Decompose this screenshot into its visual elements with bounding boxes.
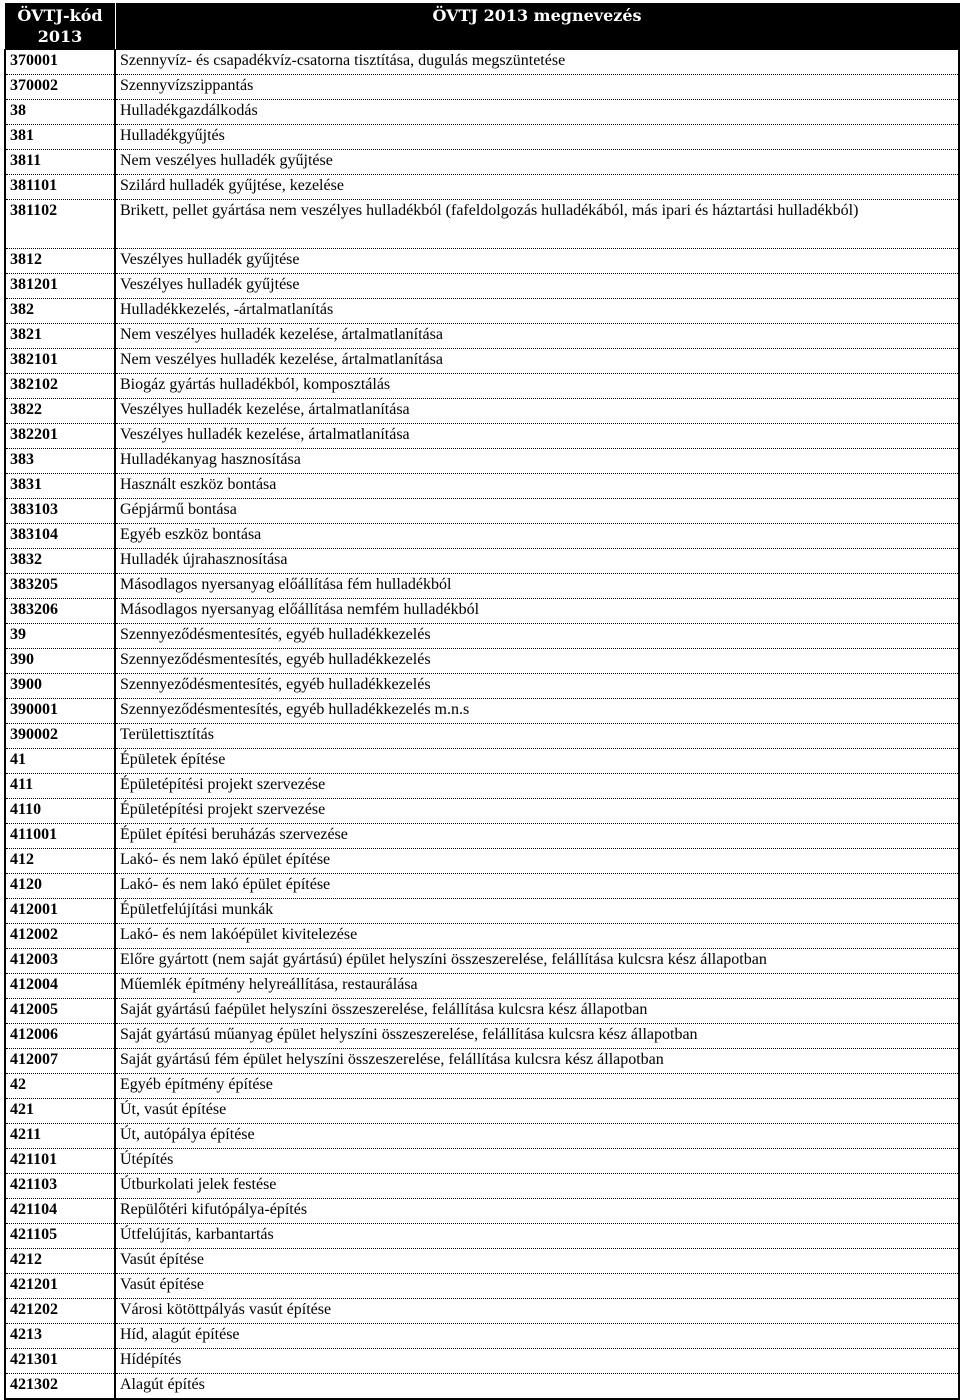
- row-name: Szilárd hulladék gyűjtése, kezelése: [115, 175, 959, 200]
- table-row: [5, 824, 959, 849]
- name-column-header-label: ÖVTJ 2013 megnevezés: [432, 6, 642, 25]
- row-name: Veszélyes hulladék gyűjtése: [115, 249, 959, 274]
- row-name: Másodlagos nyersanyag előállítása fém hulladékból: [115, 574, 959, 599]
- row-name: Híd, alagút építése: [115, 1324, 959, 1349]
- table-row: [5, 549, 959, 574]
- code-column-header: [5, 4, 115, 50]
- code-column-header-label: ÖVTJ-kód 2013: [17, 6, 103, 46]
- table-row: [5, 399, 959, 424]
- table-row: [5, 724, 959, 749]
- row-code: 390002: [5, 724, 115, 749]
- row-name: Hulladék újrahasznosítása: [115, 549, 959, 574]
- table-row: [5, 1349, 959, 1374]
- table-row: [5, 1299, 959, 1324]
- row-name: Előre gyártott (nem saját gyártású) épület helyszíni összeszerelése, felállítása kulcsra kész állapotban: [115, 949, 959, 974]
- row-code: 4120: [5, 874, 115, 899]
- okvtj-code-table: [4, 3, 960, 1400]
- table-row: [5, 349, 959, 374]
- row-code: 390001: [5, 699, 115, 724]
- table-row: [5, 1099, 959, 1124]
- row-code: 412001: [5, 899, 115, 924]
- row-name: Repülőtéri kifutópálya-építés: [115, 1199, 959, 1224]
- table-row: [5, 499, 959, 524]
- row-name: Városi kötöttpályás vasút építése: [115, 1299, 959, 1324]
- table-row: [5, 1324, 959, 1349]
- row-name: Útburkolati jelek festése: [115, 1174, 959, 1199]
- row-name: Szennyeződésmentesítés, egyéb hulladékkezelés: [115, 674, 959, 699]
- table-row: [5, 974, 959, 999]
- row-code: 381201: [5, 274, 115, 299]
- row-code: 412003: [5, 949, 115, 974]
- row-name: Veszélyes hulladék gyűjtése: [115, 274, 959, 299]
- row-code: 370001: [5, 50, 115, 75]
- table-row: [5, 100, 959, 125]
- name-column-header: [115, 4, 959, 50]
- table-row: [5, 474, 959, 499]
- row-name: Gépjármű bontása: [115, 499, 959, 524]
- row-name: Másodlagos nyersanyag előállítása nemfém hulladékból: [115, 599, 959, 624]
- row-name: Épületfelújítási munkák: [115, 899, 959, 924]
- table-row: [5, 449, 959, 474]
- row-name: Szennyvíz- és csapadékvíz-csatorna tisztítása, dugulás megszüntetése: [115, 50, 959, 75]
- row-code: 421101: [5, 1149, 115, 1174]
- row-name: Szennyvízszippantás: [115, 75, 959, 100]
- row-code: 381: [5, 125, 115, 150]
- table-row: [5, 574, 959, 599]
- row-code: 421302: [5, 1374, 115, 1400]
- row-name: Saját gyártású műanyag épület helyszíni összeszerelése, felállítása kulcsra kész állapotban: [115, 1024, 959, 1049]
- row-name: Saját gyártású fém épület helyszíni összeszerelése, felállítása kulcsra kész állapotban: [115, 1049, 959, 1074]
- row-name: Használt eszköz bontása: [115, 474, 959, 499]
- row-code: 421104: [5, 1199, 115, 1224]
- table-row: [5, 324, 959, 349]
- table-row: [5, 1049, 959, 1074]
- row-code: 412005: [5, 999, 115, 1024]
- table-row: [5, 1374, 959, 1400]
- table-row: [5, 1149, 959, 1174]
- row-code: 421202: [5, 1299, 115, 1324]
- row-code: 4211: [5, 1124, 115, 1149]
- row-name: Épületépítési projekt szervezése: [115, 799, 959, 824]
- table-row: [5, 749, 959, 774]
- row-name: Út, autópálya építése: [115, 1124, 959, 1149]
- row-name: Hulladékkezelés, -ártalmatlanítás: [115, 299, 959, 324]
- row-code: 412002: [5, 924, 115, 949]
- row-code: 412007: [5, 1049, 115, 1074]
- row-code: 383: [5, 449, 115, 474]
- table-header-row: [5, 4, 959, 50]
- row-code: 382102: [5, 374, 115, 399]
- row-code: 421201: [5, 1274, 115, 1299]
- row-name: Lakó- és nem lakóépület kivitelezése: [115, 924, 959, 949]
- table-row: [5, 1024, 959, 1049]
- table-row: [5, 799, 959, 824]
- row-code: 3811: [5, 150, 115, 175]
- table-row: [5, 949, 959, 974]
- row-code: 383206: [5, 599, 115, 624]
- row-code: 381102: [5, 200, 115, 249]
- table-row: [5, 150, 959, 175]
- table-row: [5, 774, 959, 799]
- table-row: [5, 1124, 959, 1149]
- row-name: Útfelújítás, karbantartás: [115, 1224, 959, 1249]
- table-row: [5, 699, 959, 724]
- row-name: Hulladékgazdálkodás: [115, 100, 959, 125]
- row-code: 381101: [5, 175, 115, 200]
- row-code: 4110: [5, 799, 115, 824]
- table-row: [5, 649, 959, 674]
- row-name: Nem veszélyes hulladék kezelése, ártalmatlanítása: [115, 324, 959, 349]
- row-code: 411: [5, 774, 115, 799]
- row-name: Lakó- és nem lakó épület építése: [115, 874, 959, 899]
- row-code: 42: [5, 1074, 115, 1099]
- row-code: 4213: [5, 1324, 115, 1349]
- row-code: 383103: [5, 499, 115, 524]
- row-name: Szennyeződésmentesítés, egyéb hulladékkezelés: [115, 624, 959, 649]
- row-code: 3831: [5, 474, 115, 499]
- row-code: 382201: [5, 424, 115, 449]
- table-row: [5, 1274, 959, 1299]
- row-code: 3832: [5, 549, 115, 574]
- row-name: Nem veszélyes hulladék gyűjtése: [115, 150, 959, 175]
- row-name: Alagút építés: [115, 1374, 959, 1400]
- table-row: [5, 1249, 959, 1274]
- row-name: Hídépítés: [115, 1349, 959, 1374]
- row-name: Vasút építése: [115, 1249, 959, 1274]
- row-name: Épület építési beruházás szervezése: [115, 824, 959, 849]
- table-row: [5, 1224, 959, 1249]
- row-name: Hulladékanyag hasznosítása: [115, 449, 959, 474]
- row-code: 3821: [5, 324, 115, 349]
- row-code: 370002: [5, 75, 115, 100]
- row-code: 421301: [5, 1349, 115, 1374]
- table-row: [5, 1174, 959, 1199]
- row-name: Brikett, pellet gyártása nem veszélyes hulladékból (fafeldolgozás hulladékából, más ipari és háztartási hulladékból): [115, 200, 959, 249]
- row-code: 421105: [5, 1224, 115, 1249]
- table-row: [5, 999, 959, 1024]
- table-row: [5, 1199, 959, 1224]
- table-row: [5, 125, 959, 150]
- row-name: Útépítés: [115, 1149, 959, 1174]
- row-name: Hulladékgyűjtés: [115, 125, 959, 150]
- table-row: [5, 599, 959, 624]
- table-row: [5, 624, 959, 649]
- row-code: 390: [5, 649, 115, 674]
- row-code: 383104: [5, 524, 115, 549]
- row-name: Szennyeződésmentesítés, egyéb hulladékkezelés: [115, 649, 959, 674]
- row-code: 411001: [5, 824, 115, 849]
- table-row: [5, 849, 959, 874]
- table-row: [5, 924, 959, 949]
- row-name: Saját gyártású faépület helyszíni összeszerelése, felállítása kulcsra kész állapotban: [115, 999, 959, 1024]
- row-code: 39: [5, 624, 115, 649]
- row-name: Biogáz gyártás hulladékból, komposztálás: [115, 374, 959, 399]
- table-row: [5, 200, 959, 249]
- row-code: 412: [5, 849, 115, 874]
- row-name: Területtisztítás: [115, 724, 959, 749]
- row-code: 412004: [5, 974, 115, 999]
- row-name: Út, vasút építése: [115, 1099, 959, 1124]
- row-code: 41: [5, 749, 115, 774]
- row-code: 4212: [5, 1249, 115, 1274]
- row-code: 38: [5, 100, 115, 125]
- table-row: [5, 524, 959, 549]
- table-row: [5, 874, 959, 899]
- row-name: Veszélyes hulladék kezelése, ártalmatlanítása: [115, 399, 959, 424]
- row-name: Szennyeződésmentesítés, egyéb hulladékkezelés m.n.s: [115, 699, 959, 724]
- table-row: [5, 299, 959, 324]
- row-name: Épületek építése: [115, 749, 959, 774]
- row-code: 3812: [5, 249, 115, 274]
- table-row: [5, 899, 959, 924]
- table-row: [5, 374, 959, 399]
- row-code: 383205: [5, 574, 115, 599]
- row-name: Egyéb eszköz bontása: [115, 524, 959, 549]
- row-code: 382101: [5, 349, 115, 374]
- row-code: 421103: [5, 1174, 115, 1199]
- row-code: 382: [5, 299, 115, 324]
- row-code: 3900: [5, 674, 115, 699]
- row-name: Műemlék építmény helyreállítása, restaurálása: [115, 974, 959, 999]
- table-row: [5, 249, 959, 274]
- table-row: [5, 1074, 959, 1099]
- row-name: Lakó- és nem lakó épület építése: [115, 849, 959, 874]
- row-name: Veszélyes hulladék kezelése, ártalmatlanítása: [115, 424, 959, 449]
- table-row: [5, 75, 959, 100]
- row-name: Nem veszélyes hulladék kezelése, ártalmatlanítása: [115, 349, 959, 374]
- row-name: Egyéb építmény építése: [115, 1074, 959, 1099]
- table-body: [5, 50, 959, 1400]
- table-row: [5, 274, 959, 299]
- row-code: 421: [5, 1099, 115, 1124]
- row-name: Épületépítési projekt szervezése: [115, 774, 959, 799]
- row-code: 3822: [5, 399, 115, 424]
- row-code: 412006: [5, 1024, 115, 1049]
- table-row: [5, 175, 959, 200]
- table-row: [5, 424, 959, 449]
- table-row: [5, 50, 959, 75]
- table-row: [5, 674, 959, 699]
- row-name: Vasút építése: [115, 1274, 959, 1299]
